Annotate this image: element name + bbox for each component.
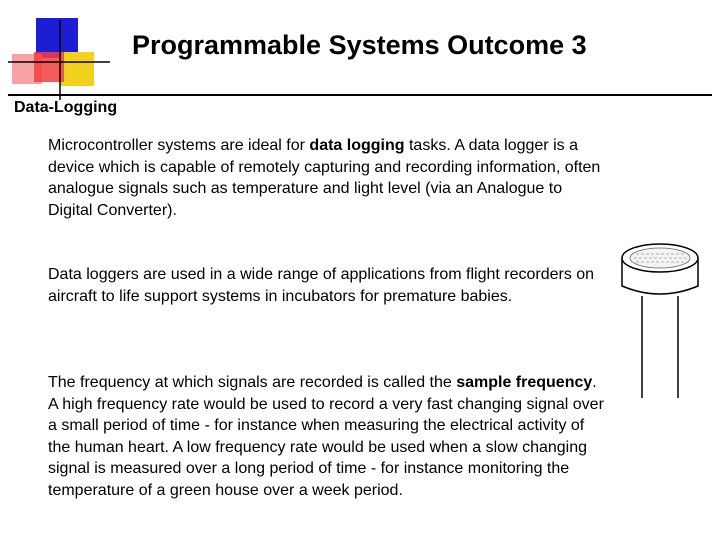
paragraph-data-logging-intro — [48, 135, 608, 221]
p1-text-before: Microcontroller systems are ideal for — [48, 137, 310, 154]
corner-squares-decoration — [0, 0, 110, 100]
p3-text-before: The frequency at which signals are recorded is called the — [48, 374, 457, 391]
yellow-square — [60, 52, 94, 86]
paragraph-applications: Data loggers are used in a wide range of applications from flight recorders on aircraft to life support systems in incubators for premature babies. — [48, 266, 595, 305]
p1-bold-term: data logging — [309, 137, 405, 154]
page-title: Programmable Systems Outcome 3 — [132, 30, 587, 60]
title-divider — [8, 94, 712, 96]
paragraph-sample-frequency — [48, 372, 608, 502]
p1-text-after: tasks. A data logger is a device which is capable of remotely capturing and recording information, often analogue signals such as temperature and light level (via an Analogue to Digital Converter). — [48, 137, 601, 219]
section-heading: Data-Logging — [14, 99, 118, 116]
p3-text-after: . A high frequency rate would be used to record a very fast changing signal over a small period of time - for instance when measuring the electrical activity of the human heart. A low frequency rate would be used when a slow changing signal is measured over a long period of time - for instance monitoring the temperature of a green house over a week period. — [48, 374, 604, 499]
p3-bold-term: sample frequency — [456, 374, 593, 391]
light-dependent-resistor-icon — [616, 238, 704, 398]
